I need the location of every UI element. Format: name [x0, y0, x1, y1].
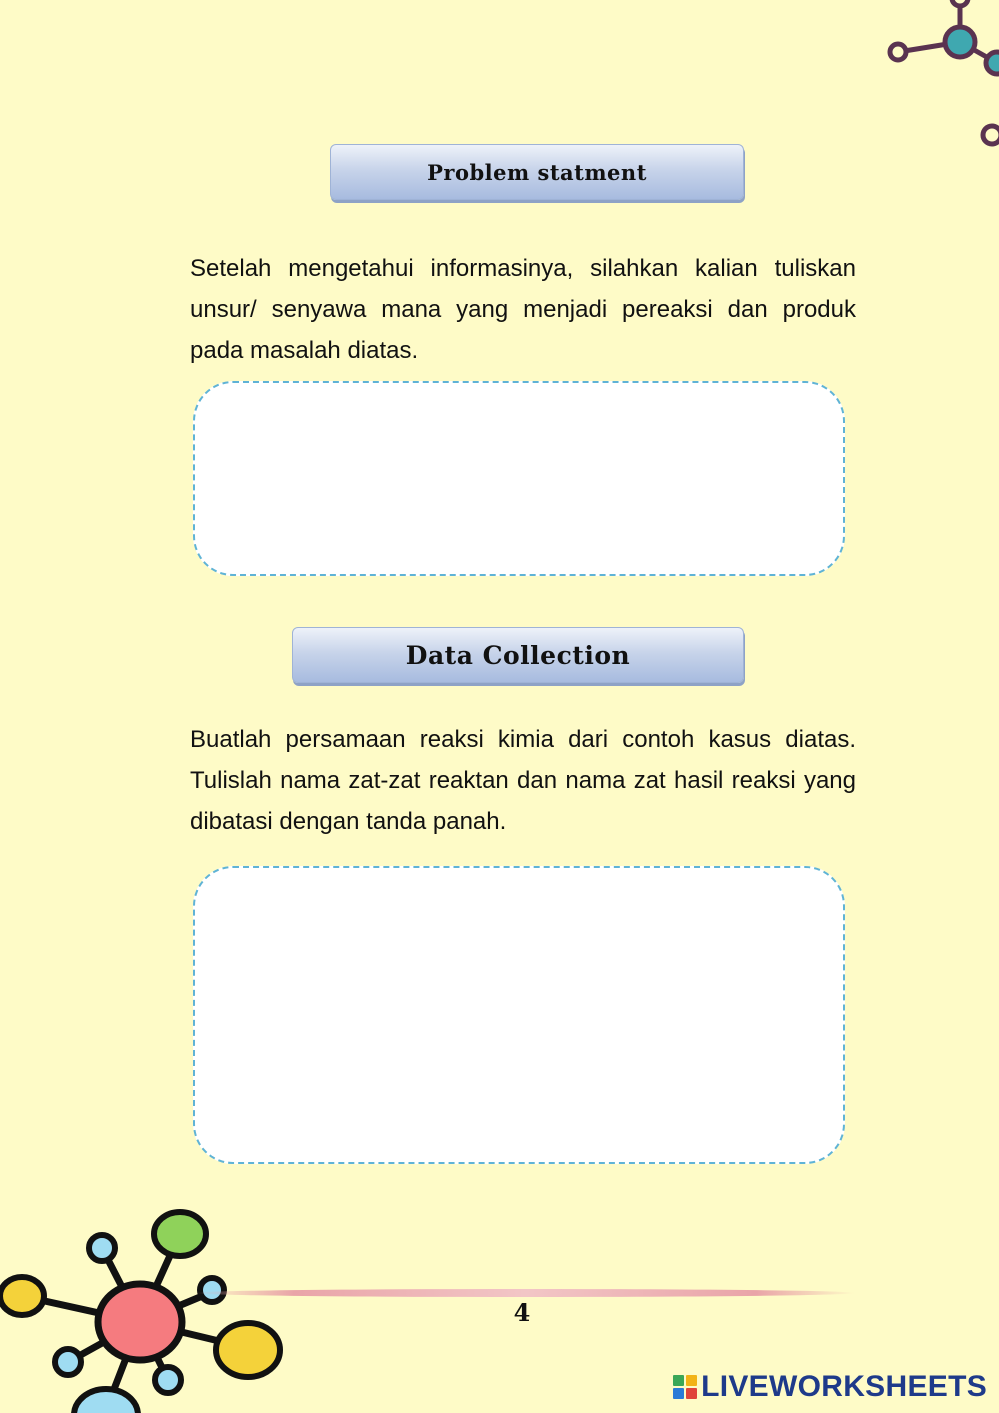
data-collection-instruction: Buatlah persamaan reaksi kimia dari contoh kasus diatas. Tulislah nama zat-zat reaktan dan nama zat hasil reaksi yang dibatasi dengan tanda panah. [190, 726, 856, 835]
liveworksheets-logo-icon [673, 1375, 697, 1399]
molecule-icon-bottom [0, 1200, 290, 1413]
problem-statement-instruction: Setelah mengetahui informasinya, silahkan kalian tuliskan unsur/ senyawa mana yang menjadi pereaksi dan produk pada masalah diatas. [190, 255, 856, 364]
problem-statement-banner [330, 144, 744, 200]
footer-divider [195, 1289, 855, 1297]
section-title: Problem statment [427, 159, 647, 185]
molecule-icon-top [880, 0, 999, 160]
page-number: 4 [513, 1298, 531, 1327]
answer-box-problem-statement[interactable] [193, 381, 845, 576]
answer-box-data-collection[interactable] [193, 866, 845, 1164]
liveworksheets-brand [673, 1370, 987, 1404]
brand-text: LIVEWORKSHEETS [701, 1370, 987, 1403]
section-title: Data Collection [405, 640, 631, 670]
data-collection-banner [292, 627, 744, 683]
